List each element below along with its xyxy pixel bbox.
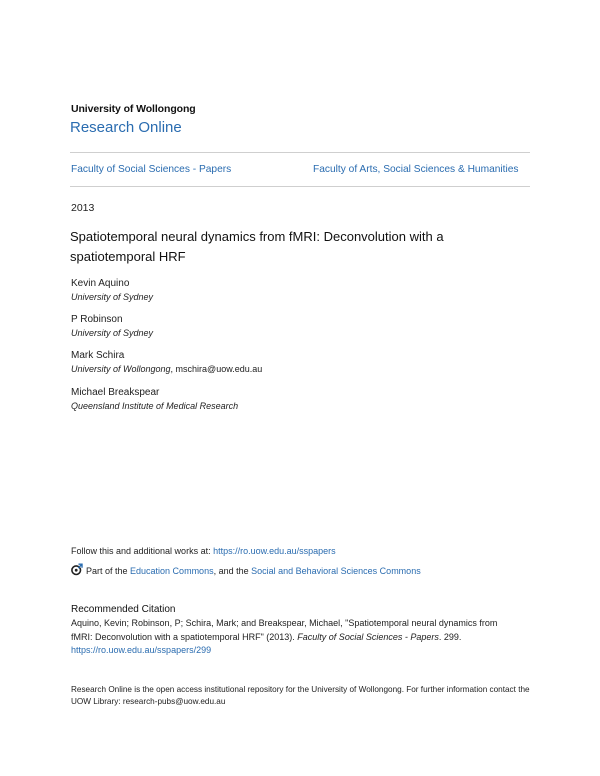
institution-name: University of Wollongong xyxy=(71,103,196,115)
divider-top xyxy=(70,152,530,153)
follow-text: Follow this and additional works at: xyxy=(71,546,214,556)
citation-heading: Recommended Citation xyxy=(71,604,176,615)
author-affiliation xyxy=(71,364,262,374)
author-email[interactable]: , mschira@uow.edu.au xyxy=(170,364,263,374)
author-name: P Robinson xyxy=(71,314,123,325)
citation-url-link[interactable]: https://ro.uow.edu.au/sspapers/299 xyxy=(71,645,212,655)
author-name: Kevin Aquino xyxy=(71,278,130,289)
follow-url-link[interactable]: https://ro.uow.edu.au/sspapers xyxy=(213,546,336,556)
citation-body: Aquino, Kevin; Robinson, P; Schira, Mark; and Breakspear, Michael, "Spatiotemporal neural dynamics from fMRI: Deconvolution with a spatiotemporal HRF" (2013). xyxy=(71,618,498,642)
affiliation-text: University of Wollongong xyxy=(71,364,171,374)
affiliation-text: University of Sydney xyxy=(71,328,154,338)
citation-text xyxy=(71,617,511,658)
commons-middle: , and the xyxy=(213,566,252,576)
divider-bottom xyxy=(70,186,530,187)
author-name: Mark Schira xyxy=(71,350,125,361)
social-behavioral-commons-link[interactable]: Social and Behavioral Sciences Commons xyxy=(251,566,421,576)
follow-line xyxy=(71,546,336,556)
education-commons-link[interactable]: Education Commons xyxy=(130,566,214,576)
author-affiliation xyxy=(71,401,238,411)
author-name: Michael Breakspear xyxy=(71,387,160,398)
author-affiliation xyxy=(71,292,153,302)
citation-number: . 299. xyxy=(438,631,462,642)
publication-year: 2013 xyxy=(71,202,95,214)
commons-line xyxy=(86,566,421,576)
repository-footer: Research Online is the open access institutional repository for the University of Wollongong. For further information contact the UOW Library: research-pubs@uow.edu.au xyxy=(71,685,530,706)
faculty-link-social-sciences[interactable]: Faculty of Social Sciences - Papers xyxy=(71,164,232,175)
affiliation-text: Queensland Institute of Medical Research xyxy=(71,401,239,411)
open-access-commons-icon xyxy=(70,563,83,576)
faculty-link-arts[interactable]: Faculty of Arts, Social Sciences & Humanities xyxy=(313,164,519,175)
repository-title[interactable]: Research Online xyxy=(70,119,182,136)
commons-prefix: Part of the xyxy=(86,566,131,576)
citation-series: Faculty of Social Sciences - Papers xyxy=(297,631,439,642)
affiliation-text: University of Sydney xyxy=(71,292,154,302)
author-affiliation xyxy=(71,328,153,338)
paper-title: Spatiotemporal neural dynamics from fMRI: Deconvolution with a spatiotemporal HRF xyxy=(70,229,444,264)
